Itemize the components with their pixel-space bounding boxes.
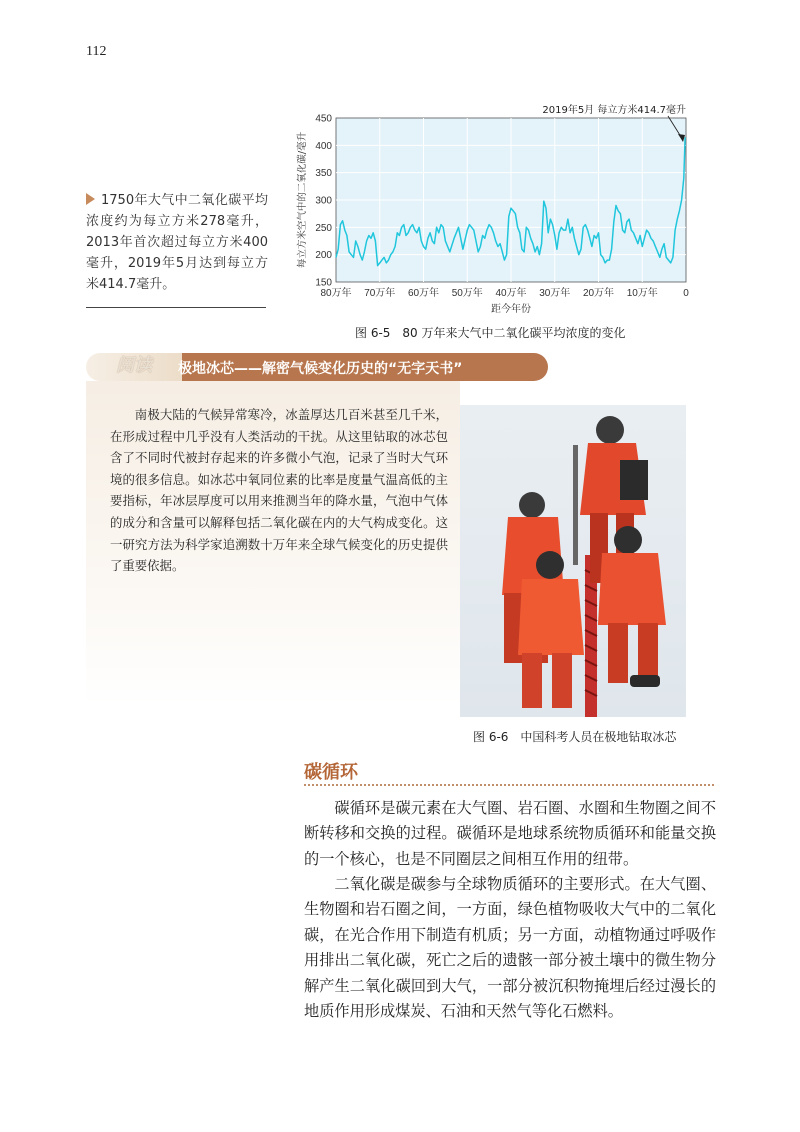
body-paragraph: 二氧化碳是碳参与全球物质循环的主要形式。在大气圈、生物圈和岩石圈之间，一方面，绿色植物吸收大气中的二氧化碳，在光合作用下制造有机质；另一方面，动植物通过呼吸作用排出二氧化碳，死亡之后的遗骸一部分被土壤中的微生物分解产生二氧化碳回到大气，一部分被沉积物掩埋后经过漫长的地质作用形成煤炭、石油和天然气等化石燃料。 <box>304 875 716 1021</box>
y-tick-label: 350 <box>315 168 332 180</box>
x-axis-label: 距今年份 <box>491 304 531 315</box>
x-tick-label: 50万年 <box>451 288 483 299</box>
y-axis-label: 每立方米空气中的二氧化碳/毫升 <box>297 131 308 269</box>
co2-line-chart <box>280 100 700 325</box>
chart-annotation: 2019年5月 每立方米414.7毫升 <box>542 105 686 116</box>
figure-6-6-caption: 图 6-6 中国科考人员在极地钻取冰芯 <box>473 730 677 744</box>
reading-title: 极地冰芯——解密气候变化历史的“无字天书” <box>178 361 463 377</box>
x-tick-label: 20万年 <box>582 288 615 299</box>
x-tick-label: 30万年 <box>539 288 571 299</box>
x-tick-label: 10万年 <box>626 288 658 299</box>
x-tick-label: 80万年 <box>320 288 352 299</box>
x-tick-label: 40万年 <box>495 288 527 299</box>
side-note <box>86 190 268 295</box>
side-note-rule <box>86 307 266 308</box>
y-tick-label: 300 <box>315 195 332 207</box>
y-tick-label: 250 <box>315 222 332 234</box>
triangle-bullet-icon <box>86 193 95 205</box>
reading-banner <box>86 353 548 381</box>
section-title: 碳循环 <box>304 762 358 783</box>
body-paragraph: 碳循环是碳元素在大气圈、岩石圈、水圈和生物圈之间不断转移和交换的过程。碳循环是地球系统物质循环和能量交换的一个核心，也是不同圈层之间相互作用的纽带。 <box>304 799 716 868</box>
ice-core-drilling-photo <box>460 405 686 717</box>
reading-tag: 阅读 <box>116 355 152 376</box>
y-tick-label: 400 <box>315 140 332 152</box>
section-title-rule <box>304 784 714 786</box>
y-tick-label: 150 <box>315 277 332 289</box>
x-tick-label: 60万年 <box>407 288 440 299</box>
page-number: 112 <box>86 44 107 59</box>
x-tick-label: 70万年 <box>364 288 396 299</box>
y-tick-label: 450 <box>315 113 332 125</box>
side-note-text: 1750年大气中二氧化碳平均浓度约为每立方米278毫升，2013年首次超过每立方米400毫升，2019年5月达到每立方米414.7毫升。 <box>86 193 268 292</box>
reading-text: 南极大陆的气候异常寒冷，冰盖厚达几百米甚至几千米，在形成过程中几乎没有人类活动的干扰。从这里钻取的冰芯包含了不同时代被封存起来的许多微小气泡，记录了当时大气环境的很多信息。如冰芯中氧同位素的比率是度量气温高低的主要指标，年冰层厚度可以用来推测当年的降水量，气泡中气体的成分和含量可以解释包括二氧化碳在内的大气构成变化。这一研究方法为科学家追溯数十万年来全球气候变化的历史提供了重要依据。 <box>110 407 448 574</box>
y-tick-label: 200 <box>315 250 332 262</box>
x-tick-label: 0 <box>683 288 689 299</box>
figure-6-5-caption: 图 6-5 80 万年来大气中二氧化碳平均浓度的变化 <box>355 326 626 340</box>
